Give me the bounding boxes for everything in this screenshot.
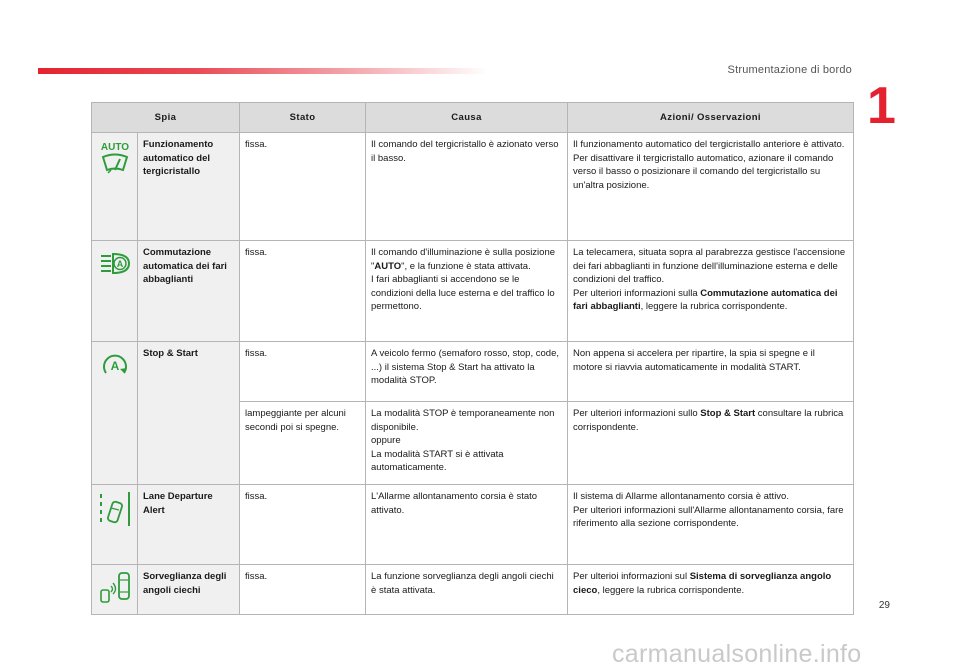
row-name: Funzionamento automatico del tergicristallo	[138, 133, 240, 241]
icon-cell	[92, 241, 138, 342]
header-causa: Causa	[366, 103, 568, 133]
table-row	[92, 485, 854, 565]
row-azioni: Per ulteriori informazioni sullo Stop & Start consultare la rubrica corrispondente.	[568, 402, 854, 485]
azioni-line: Il funzionamento automatico del tergicristallo anteriore è attivato.	[573, 139, 845, 150]
chapter-number: 1	[867, 77, 896, 135]
icon-cell	[92, 565, 138, 615]
table-row	[92, 241, 854, 342]
svg-text:A: A	[110, 359, 119, 373]
icon-cell	[92, 133, 138, 241]
table-row	[92, 565, 854, 615]
row-stato: fissa.	[240, 241, 366, 342]
row-azioni	[568, 241, 854, 342]
row-azioni: Per ulterioi informazioni sul Sistema di sorveglianza angolo cieco, leggere la rubrica corrispondente.	[568, 565, 854, 615]
azioni-line: La telecamera, situata sopra al parabrezza gestisce l'accensione dei fari abbaglianti in funzione dell'illuminazione esterna e delle condizioni del traffico.	[573, 247, 846, 286]
auto-high-beam-icon	[97, 249, 133, 279]
row-causa: La funzione sorveglianza degli angoli ciechi è stata attivata.	[366, 565, 568, 615]
row-stato: fissa.	[240, 485, 366, 565]
row-causa	[366, 241, 568, 342]
causa-line: oppure	[371, 435, 401, 447]
header-accent-bar	[38, 68, 488, 74]
causa-line: Il comando d'illuminazione è sulla posizione "AUTO", e la funzione è stata attivata.	[371, 247, 556, 272]
row-stato: fissa.	[240, 565, 366, 615]
section-title: Strumentazione di bordo	[727, 64, 852, 76]
azioni-line: Il sistema di Allarme allontanamento corsia è attivo.	[573, 491, 789, 502]
header-stato: Stato	[240, 103, 366, 133]
row-stato: fissa.	[240, 133, 366, 241]
azioni-line: Per disattivare il tergicristallo automatico, azionare il comando verso il basso o posizionare il comando del tergicristallo su un'altra posizione.	[573, 152, 834, 191]
row-causa: A veicolo fermo (semaforo rosso, stop, code, ...) il sistema Stop & Start ha attivato la modalità STOP.	[366, 342, 568, 402]
table-header-row	[92, 103, 854, 133]
row-name: Stop & Start	[138, 342, 240, 485]
lane-departure-icon	[97, 488, 133, 528]
row-azioni: Non appena si accelera per ripartire, la spia si spegne e il motore si riavvia automaticamente in modalità START.	[568, 342, 854, 402]
svg-text:A: A	[116, 259, 123, 269]
row-stato: fissa.	[240, 342, 366, 402]
row-causa	[366, 402, 568, 485]
causa-line: La modalità STOP è temporaneamente non disponibile.	[371, 408, 555, 433]
warning-lights-table	[91, 102, 854, 615]
table-row	[92, 342, 854, 402]
auto-wiper-icon	[97, 139, 133, 177]
blind-spot-icon	[97, 568, 133, 606]
row-stato: lampeggiante per alcuni secondi poi si spegne.	[240, 402, 366, 485]
row-name: Sorveglianza degli angoli ciechi	[138, 565, 240, 615]
stop-start-icon	[100, 352, 130, 380]
svg-text:AUTO: AUTO	[100, 142, 129, 153]
causa-line: La modalità START si è attivata automaticamente.	[371, 448, 504, 474]
header-azioni: Azioni/ Osservazioni	[568, 103, 854, 133]
row-azioni	[568, 485, 854, 565]
header-spia: Spia	[92, 103, 240, 133]
row-name: Commutazione automatica dei fari abbaglianti	[138, 241, 240, 342]
row-name: Lane Departure Alert	[138, 485, 240, 565]
azioni-line: Per ulteriori informazioni sull'Allarme allontanamento corsia, fare riferimento alla sezione corrispondente.	[573, 504, 844, 530]
watermark: carmanualsonline.info	[612, 640, 862, 666]
azioni-line: Per ulteriori informazioni sulla Commutazione automatica dei fari abbaglianti, leggere la rubrica corrispondente.	[573, 287, 838, 313]
row-causa: L'Allarme allontanamento corsia è stato attivato.	[366, 485, 568, 565]
causa-line: I fari abbaglianti si accendono se le condizioni della luce esterna e del traffico lo permettono.	[371, 274, 555, 313]
row-azioni	[568, 133, 854, 241]
page-number: 29	[878, 600, 890, 611]
row-causa: Il comando del tergicristallo è azionato verso il basso.	[366, 133, 568, 241]
icon-cell	[92, 342, 138, 485]
table-row	[92, 133, 854, 241]
icon-cell	[92, 485, 138, 565]
